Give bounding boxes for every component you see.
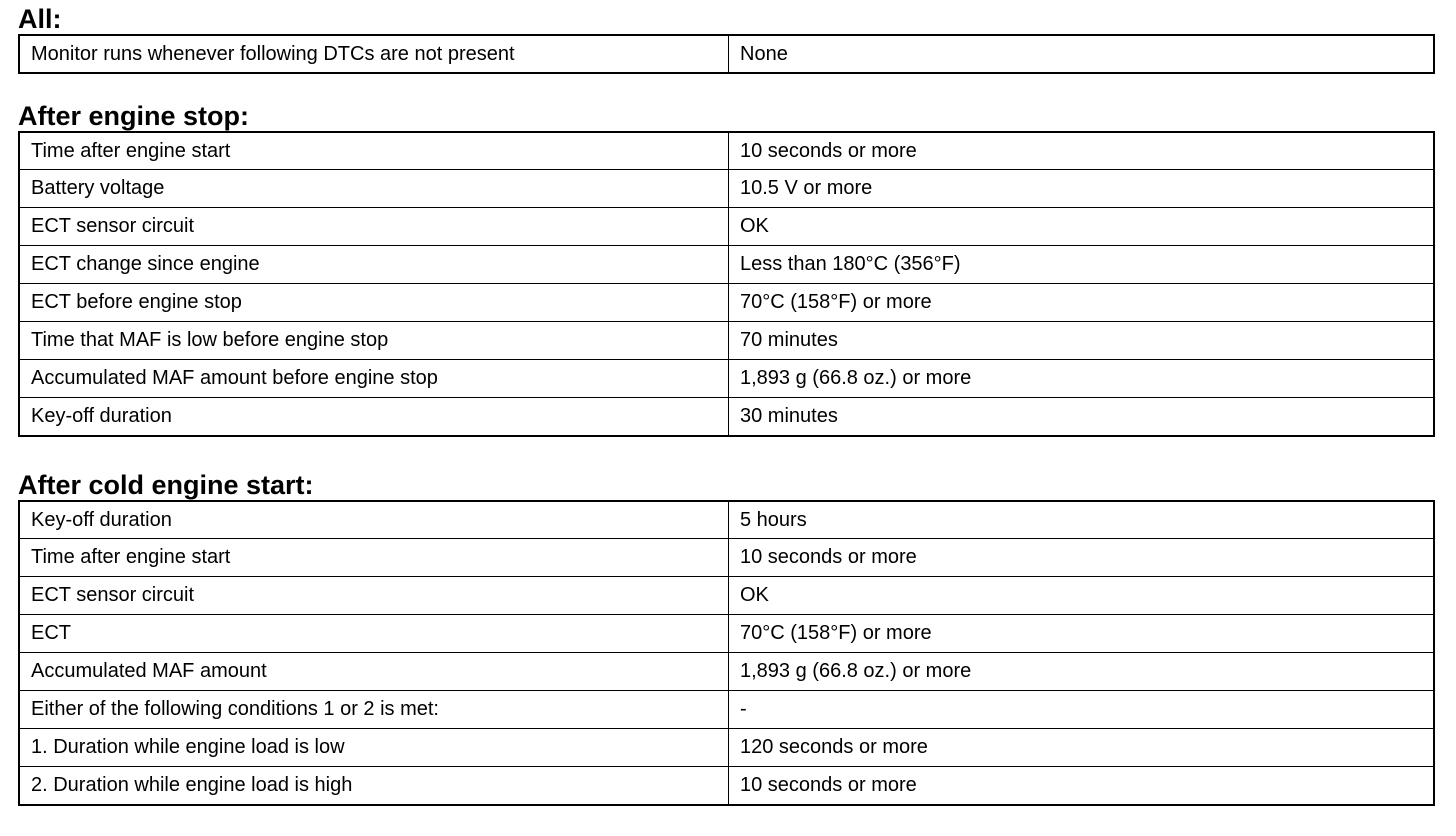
condition-cell: ECT change since engine (19, 246, 729, 284)
condition-cell: Accumulated MAF amount before engine stop (19, 360, 729, 398)
table-row (19, 539, 1434, 577)
condition-cell: Time after engine start (19, 539, 729, 577)
table-row (19, 767, 1434, 806)
value-cell: 10 seconds or more (729, 539, 1435, 577)
table-row (19, 132, 1434, 170)
condition-cell: Accumulated MAF amount (19, 653, 729, 691)
value-cell: 10 seconds or more (729, 132, 1435, 170)
section-after-cold-engine-start (18, 470, 1435, 806)
table-row (19, 284, 1434, 322)
section-heading: After cold engine start: (18, 470, 314, 500)
condition-cell: Key-off duration (19, 398, 729, 437)
table-row (19, 322, 1434, 360)
value-cell: 5 hours (729, 501, 1435, 539)
section-heading: After engine stop: (18, 101, 250, 131)
value-cell: 120 seconds or more (729, 729, 1435, 767)
conditions-table (18, 131, 1435, 437)
value-cell: OK (729, 577, 1435, 615)
table-row (19, 208, 1434, 246)
value-cell: OK (729, 208, 1435, 246)
table-row (19, 246, 1434, 284)
value-cell: 70 minutes (729, 322, 1435, 360)
condition-cell: Time after engine start (19, 132, 729, 170)
value-cell: None (729, 35, 1435, 73)
table-row (19, 170, 1434, 208)
value-cell: - (729, 691, 1435, 729)
condition-cell: Time that MAF is low before engine stop (19, 322, 729, 360)
value-cell: 10 seconds or more (729, 767, 1435, 806)
table-row (19, 653, 1434, 691)
condition-cell: Key-off duration (19, 501, 729, 539)
value-cell: 1,893 g (66.8 oz.) or more (729, 653, 1435, 691)
condition-cell: 1. Duration while engine load is low (19, 729, 729, 767)
condition-cell: ECT sensor circuit (19, 208, 729, 246)
table-row (19, 691, 1434, 729)
table-row (19, 729, 1434, 767)
value-cell: 30 minutes (729, 398, 1435, 437)
condition-cell: 2. Duration while engine load is high (19, 767, 729, 806)
table-row (19, 398, 1434, 437)
condition-cell: Monitor runs whenever following DTCs are not present (19, 35, 729, 73)
section-heading: All: (18, 4, 62, 34)
condition-cell: Either of the following conditions 1 or 2 is met: (19, 691, 729, 729)
value-cell: 1,893 g (66.8 oz.) or more (729, 360, 1435, 398)
value-cell: 70°C (158°F) or more (729, 615, 1435, 653)
table-row (19, 577, 1434, 615)
condition-cell: ECT before engine stop (19, 284, 729, 322)
conditions-table (18, 34, 1435, 74)
table-row (19, 615, 1434, 653)
table-row (19, 360, 1434, 398)
table-row (19, 501, 1434, 539)
value-cell: 70°C (158°F) or more (729, 284, 1435, 322)
condition-cell: ECT (19, 615, 729, 653)
conditions-table (18, 500, 1435, 806)
section-after-engine-stop (18, 101, 1435, 437)
table-row (19, 35, 1434, 73)
section-all (18, 4, 1435, 74)
value-cell: Less than 180°C (356°F) (729, 246, 1435, 284)
condition-cell: ECT sensor circuit (19, 577, 729, 615)
value-cell: 10.5 V or more (729, 170, 1435, 208)
condition-cell: Battery voltage (19, 170, 729, 208)
